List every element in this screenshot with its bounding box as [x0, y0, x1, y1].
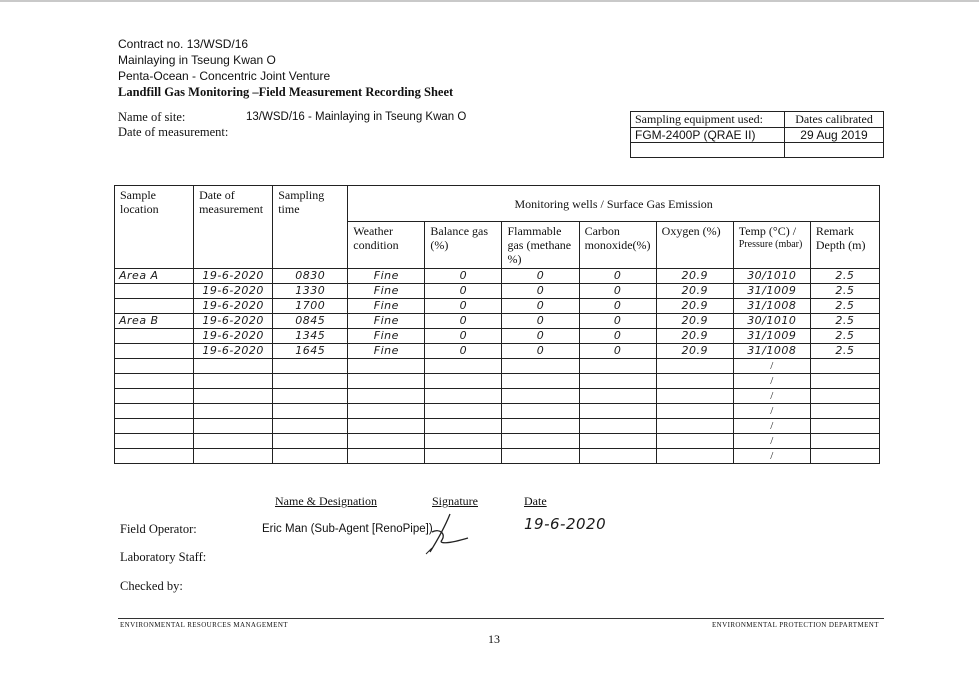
cell-date: 19-6-2020	[194, 314, 273, 329]
cell-carbon-monoxide: 0	[579, 269, 656, 284]
empty-cell: /	[733, 434, 810, 449]
empty-cell	[115, 434, 194, 449]
empty-cell	[348, 389, 425, 404]
cell-oxygen: 20.9	[656, 314, 733, 329]
empty-cell	[810, 374, 879, 389]
empty-cell	[425, 404, 502, 419]
header-balance-gas: Balance gas (%)	[425, 222, 502, 269]
empty-cell	[115, 389, 194, 404]
calibration-header: Dates calibrated	[785, 112, 884, 128]
cell-weather: Fine	[348, 299, 425, 314]
cell-time: 0845	[273, 314, 348, 329]
empty-cell	[425, 359, 502, 374]
cell-flammable-gas: 0	[502, 344, 579, 359]
contract-number: Contract no. 13/WSD/16	[118, 37, 249, 51]
empty-cell	[115, 404, 194, 419]
cell-date: 19-6-2020	[194, 299, 273, 314]
cell-carbon-monoxide: 0	[579, 314, 656, 329]
cell-location	[115, 344, 194, 359]
empty-cell	[425, 434, 502, 449]
empty-cell: /	[733, 449, 810, 464]
cell-date: 19-6-2020	[194, 269, 273, 284]
empty-cell	[273, 389, 348, 404]
cell-weather: Fine	[348, 314, 425, 329]
empty-cell: /	[733, 374, 810, 389]
cell-balance-gas: 0	[425, 344, 502, 359]
empty-cell	[194, 434, 273, 449]
empty-cell	[194, 419, 273, 434]
cell-temp-pressure: 31/1008	[733, 344, 810, 359]
empty-cell	[348, 434, 425, 449]
empty-cell	[502, 389, 579, 404]
field-operator-label: Field Operator:	[120, 522, 197, 536]
empty-cell: /	[733, 359, 810, 374]
empty-table-row	[115, 434, 880, 449]
empty-cell	[579, 434, 656, 449]
empty-table-row	[115, 449, 880, 464]
field-operator-date: 19-6-2020	[524, 515, 607, 533]
cell-balance-gas: 0	[425, 269, 502, 284]
equipment-header: Sampling equipment used:	[631, 112, 785, 128]
empty-cell	[656, 449, 733, 464]
cell-oxygen: 20.9	[656, 284, 733, 299]
signature-header: Signature	[432, 494, 478, 508]
header-weather: Weather condition	[348, 222, 425, 269]
header-temp: Temp (°C) /	[738, 224, 797, 238]
cell-oxygen: 20.9	[656, 344, 733, 359]
empty-cell	[115, 374, 194, 389]
equipment-cell	[631, 143, 785, 158]
footer-left-text: ENVIRONMENTAL RESOURCES MANAGEMENT	[120, 621, 288, 629]
sheet-title: Landfill Gas Monitoring –Field Measurement Recording Sheet	[118, 85, 454, 99]
footer-divider	[118, 618, 884, 619]
empty-table-row	[115, 419, 880, 434]
empty-cell	[348, 449, 425, 464]
header-sample-location: Sample location	[115, 186, 194, 269]
empty-cell	[579, 389, 656, 404]
empty-cell: /	[733, 389, 810, 404]
header-flammable-gas: Flammable gas (methane %)	[502, 222, 579, 269]
cell-time: 1700	[273, 299, 348, 314]
cell-balance-gas: 0	[425, 329, 502, 344]
empty-cell	[502, 449, 579, 464]
empty-cell: /	[733, 419, 810, 434]
empty-cell	[425, 374, 502, 389]
cell-time: 1330	[273, 284, 348, 299]
empty-cell	[348, 359, 425, 374]
cell-date: 19-6-2020	[194, 329, 273, 344]
table-row	[115, 314, 880, 329]
table-row	[115, 344, 880, 359]
cell-depth: 2.5	[810, 269, 879, 284]
field-operator-name: Eric Man (Sub-Agent [RenoPipe])	[262, 523, 433, 535]
table-row	[115, 284, 880, 299]
cell-time: 0830	[273, 269, 348, 284]
laboratory-staff-label: Laboratory Staff:	[120, 550, 207, 564]
empty-cell	[656, 359, 733, 374]
cell-date: 19-6-2020	[194, 344, 273, 359]
cell-oxygen: 20.9	[656, 269, 733, 284]
cell-carbon-monoxide: 0	[579, 329, 656, 344]
header-monitoring-group: Monitoring wells / Surface Gas Emission	[348, 186, 880, 222]
equipment-table	[630, 111, 884, 158]
cell-depth: 2.5	[810, 344, 879, 359]
table-row	[115, 269, 880, 284]
cell-location	[115, 284, 194, 299]
empty-cell: /	[733, 404, 810, 419]
cell-depth: 2.5	[810, 299, 879, 314]
cell-balance-gas: 0	[425, 314, 502, 329]
header-carbon-monoxide: Carbon monoxide(%)	[579, 222, 656, 269]
date-of-measurement-label: Date of measurement:	[118, 125, 229, 139]
empty-cell	[273, 419, 348, 434]
calibration-date-cell	[785, 143, 884, 158]
cell-weather: Fine	[348, 269, 425, 284]
empty-cell	[115, 419, 194, 434]
cell-time: 1345	[273, 329, 348, 344]
empty-cell	[115, 449, 194, 464]
empty-cell	[273, 404, 348, 419]
empty-table-row	[115, 359, 880, 374]
header-date-of-measurement: Date of measurement	[194, 186, 273, 269]
header-sampling-time: Sampling time	[273, 186, 348, 269]
cell-weather: Fine	[348, 329, 425, 344]
empty-cell	[425, 419, 502, 434]
empty-cell	[579, 449, 656, 464]
empty-cell	[579, 374, 656, 389]
empty-cell	[348, 374, 425, 389]
cell-time: 1645	[273, 344, 348, 359]
cell-location: Area B	[115, 314, 194, 329]
site-name-value: 13/WSD/16 - Mainlaying in Tseung Kwan O	[246, 111, 467, 123]
name-designation-header: Name & Designation	[275, 494, 377, 508]
cell-weather: Fine	[348, 284, 425, 299]
cell-location	[115, 329, 194, 344]
cell-carbon-monoxide: 0	[579, 284, 656, 299]
empty-cell	[273, 449, 348, 464]
empty-cell	[273, 374, 348, 389]
empty-cell	[810, 359, 879, 374]
company-name: Penta-Ocean - Concentric Joint Venture	[118, 69, 331, 83]
empty-table-row	[115, 404, 880, 419]
measurement-rows	[115, 269, 880, 464]
empty-table-row	[115, 389, 880, 404]
cell-flammable-gas: 0	[502, 314, 579, 329]
date-header: Date	[524, 494, 547, 508]
empty-cell	[656, 374, 733, 389]
empty-cell	[194, 359, 273, 374]
empty-cell	[502, 374, 579, 389]
cell-flammable-gas: 0	[502, 284, 579, 299]
cell-flammable-gas: 0	[502, 269, 579, 284]
empty-cell	[810, 434, 879, 449]
empty-cell	[656, 389, 733, 404]
page-number: 13	[488, 632, 500, 646]
empty-cell	[194, 449, 273, 464]
cell-flammable-gas: 0	[502, 329, 579, 344]
cell-temp-pressure: 31/1008	[733, 299, 810, 314]
cell-oxygen: 20.9	[656, 299, 733, 314]
header-pressure: Pressure (mbar)	[738, 239, 803, 250]
cell-location: Area A	[115, 269, 194, 284]
cell-location	[115, 299, 194, 314]
empty-cell	[579, 359, 656, 374]
cell-temp-pressure: 31/1009	[733, 284, 810, 299]
empty-cell	[194, 389, 273, 404]
empty-cell	[194, 404, 273, 419]
empty-cell	[810, 419, 879, 434]
footer-right-text: ENVIRONMENTAL PROTECTION DEPARTMENT	[712, 621, 879, 629]
table-row	[115, 329, 880, 344]
signature-image	[422, 508, 482, 558]
header-temp-pressure	[733, 222, 810, 269]
empty-cell	[579, 419, 656, 434]
cell-temp-pressure: 31/1009	[733, 329, 810, 344]
empty-cell	[273, 434, 348, 449]
cell-flammable-gas: 0	[502, 299, 579, 314]
table-row	[115, 299, 880, 314]
scan-top-edge	[0, 0, 979, 2]
empty-cell	[348, 419, 425, 434]
empty-cell	[425, 389, 502, 404]
empty-cell	[194, 374, 273, 389]
empty-cell	[115, 359, 194, 374]
empty-cell	[810, 404, 879, 419]
empty-cell	[348, 404, 425, 419]
document-header	[118, 36, 453, 100]
empty-table-row	[115, 374, 880, 389]
cell-oxygen: 20.9	[656, 329, 733, 344]
cell-date: 19-6-2020	[194, 284, 273, 299]
empty-cell	[502, 404, 579, 419]
cell-balance-gas: 0	[425, 299, 502, 314]
empty-cell	[656, 419, 733, 434]
cell-weather: Fine	[348, 344, 425, 359]
empty-cell	[579, 404, 656, 419]
equipment-cell: FGM-2400P (QRAE II)	[631, 128, 785, 143]
header-oxygen: Oxygen (%)	[656, 222, 733, 269]
cell-balance-gas: 0	[425, 284, 502, 299]
empty-cell	[810, 449, 879, 464]
checked-by-label: Checked by:	[120, 579, 183, 593]
empty-cell	[273, 359, 348, 374]
cell-depth: 2.5	[810, 329, 879, 344]
calibration-date-cell: 29 Aug 2019	[785, 128, 884, 143]
header-remark-depth: Remark Depth (m)	[810, 222, 879, 269]
empty-cell	[502, 359, 579, 374]
cell-temp-pressure: 30/1010	[733, 314, 810, 329]
project-name: Mainlaying in Tseung Kwan O	[118, 53, 276, 67]
measurement-table	[114, 185, 880, 464]
site-name-label: Name of site:	[118, 110, 186, 124]
cell-depth: 2.5	[810, 284, 879, 299]
empty-cell	[656, 404, 733, 419]
empty-cell	[656, 434, 733, 449]
cell-carbon-monoxide: 0	[579, 344, 656, 359]
cell-depth: 2.5	[810, 314, 879, 329]
empty-cell	[425, 449, 502, 464]
empty-cell	[810, 389, 879, 404]
empty-cell	[502, 419, 579, 434]
cell-carbon-monoxide: 0	[579, 299, 656, 314]
empty-cell	[502, 434, 579, 449]
cell-temp-pressure: 30/1010	[733, 269, 810, 284]
